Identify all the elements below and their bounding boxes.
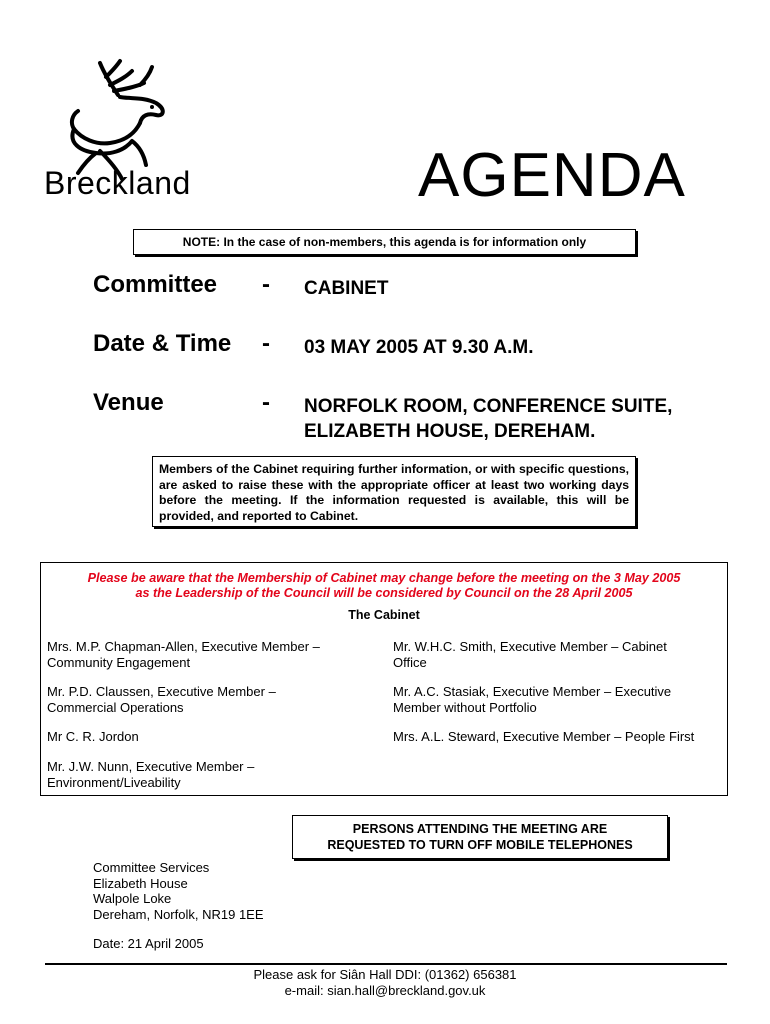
member-role-line: Office	[393, 655, 427, 670]
cabinet-member	[393, 639, 728, 671]
member-name-line: Mr C. R. Jordon	[47, 729, 139, 744]
member-role-line: Environment/Liveability	[47, 775, 181, 790]
member-name-line: Mrs. A.L. Steward, Executive Member – People First	[393, 729, 695, 744]
footer-divider	[45, 963, 727, 965]
issue-date: Date: 21 April 2005	[93, 936, 204, 951]
cabinet-title: The Cabinet	[348, 608, 420, 622]
membership-warning-line1: Please be aware that the Membership of Cabinet may change before the meeting on the 3 May 2005	[87, 571, 681, 585]
mobile-phones-notice	[292, 815, 668, 859]
cabinet-member	[47, 729, 367, 745]
address-line: Committee Services	[93, 860, 210, 875]
cabinet-member	[47, 639, 367, 671]
committee-label: Committee	[93, 271, 218, 298]
cabinet-member	[47, 684, 367, 716]
cabinet-member	[393, 684, 728, 716]
further-information-box: Members of the Cabinet requiring further information, or with specific questions, are asked to raise these with the appropriate officer at least two working days before the meeting. If the information requested is available, this will be provided, and reported to Cabinet.	[152, 456, 636, 527]
datetime-label: Date & Time	[93, 330, 232, 357]
venue-label: Venue	[93, 389, 164, 416]
logo-text: Breckland	[44, 165, 191, 201]
phones-notice-line2: REQUESTED TO TURN OFF MOBILE TELEPHONES	[327, 838, 633, 852]
member-name-line: Mr. W.H.C. Smith, Executive Member – Cabinet	[393, 639, 667, 654]
info-note-box	[133, 229, 636, 255]
committee-dash: -	[262, 271, 270, 298]
address-block	[93, 860, 264, 922]
cabinet-membership-box	[40, 562, 728, 796]
phones-notice-line1: PERSONS ATTENDING THE MEETING ARE	[352, 822, 608, 836]
contact-email[interactable]: e-mail: sian.hall@breckland.gov.uk	[284, 983, 486, 998]
address-line: Dereham, Norfolk, NR19 1EE	[93, 906, 264, 922]
venue-value-line2: ELIZABETH HOUSE, DEREHAM.	[304, 421, 596, 442]
cabinet-member	[393, 729, 728, 745]
cabinet-member	[47, 759, 367, 791]
info-note-text: NOTE: In the case of non-members, this agenda is for information only	[182, 235, 587, 249]
datetime-value: 03 MAY 2005 AT 9.30 A.M.	[304, 337, 534, 358]
datetime-dash: -	[262, 330, 270, 357]
address-line: Walpole Loke	[93, 891, 172, 906]
venue-value-line1: NORFOLK ROOM, CONFERENCE SUITE,	[304, 396, 673, 417]
venue-dash: -	[262, 389, 270, 416]
membership-warning-line2: as the Leadership of the Council will be considered by Council on the 28 April 2005	[135, 586, 633, 600]
address-line: Elizabeth House	[93, 875, 188, 891]
member-role-line: Member without Portfolio	[393, 700, 537, 715]
member-name-line: Mrs. M.P. Chapman-Allen, Executive Member –	[47, 639, 320, 654]
contact-line: Please ask for Siân Hall DDI: (01362) 656381	[253, 967, 517, 982]
committee-value: CABINET	[304, 278, 389, 299]
member-name-line: Mr. A.C. Stasiak, Executive Member – Executive	[393, 684, 672, 699]
page-title: AGENDA	[418, 141, 686, 210]
member-name-line: Mr. J.W. Nunn, Executive Member –	[47, 759, 255, 774]
member-role-line: Commercial Operations	[47, 700, 184, 715]
member-role-line: Community Engagement	[47, 655, 191, 670]
member-name-line: Mr. P.D. Claussen, Executive Member –	[47, 684, 276, 699]
